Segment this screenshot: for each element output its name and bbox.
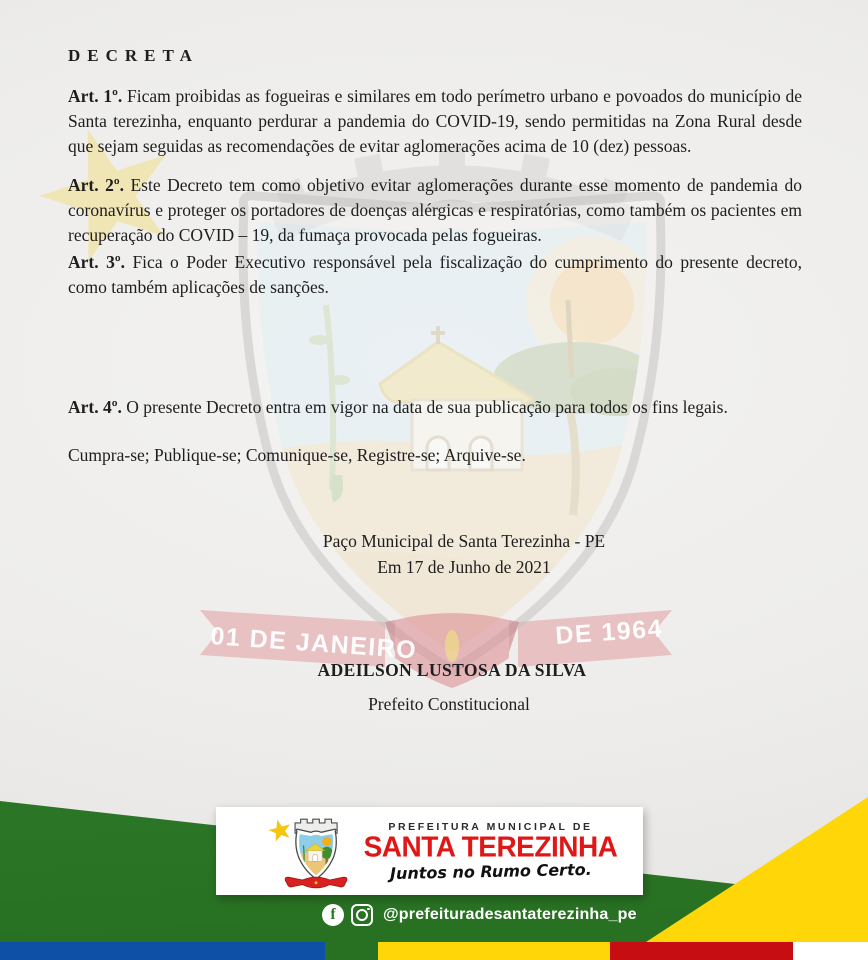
article-1 (68, 84, 802, 159)
ribbon-right-text: DE 1964 (554, 614, 664, 650)
article-3-text: Fica o Poder Executivo responsável pela fiscalização do cumprimento do presente decreto, como também aplicações de sanções. (68, 252, 803, 297)
org-name: SANTA TEREZINHA (363, 830, 618, 863)
article-4-text: O presente Decreto entra em vigor na data de sua publicação para todos os fins legais. (126, 397, 728, 417)
article-4-label: Art. 4º. (68, 397, 122, 417)
closing-formula: Cumpra-se; Publique-se; Comunique-se, Registre-se; Arquive-se. (68, 445, 526, 465)
footer-strip-blue (0, 942, 325, 960)
article-2 (68, 173, 802, 248)
date-line: Em 17 de Junho de 2021 (377, 557, 551, 577)
article-1-text: Ficam proibidas as fogueiras e similares em todo perímetro urbano e povoados do município de Santa terezinha, enquanto perdurar a pandemia do COVID-19, sendo permitidas na Zona Rural desde que sejam seguidas as recomendações de evitar aglomerações acima de 10 (dez) pessoas. (68, 86, 803, 156)
footer-strip-white (793, 942, 868, 960)
org-slogan: Juntos no Rumo Certo. (389, 859, 592, 883)
coat-of-arms-icon (260, 808, 360, 894)
social-handle[interactable]: @prefeituradesantaterezinha_pe (383, 906, 637, 923)
municipality-logo-card (216, 807, 643, 895)
place-date-block (0, 528, 868, 580)
facebook-icon[interactable]: f (322, 904, 344, 926)
signature-title: Prefeito Constitucional (368, 694, 530, 714)
footer-strip-red (610, 942, 793, 960)
social-row (322, 902, 637, 928)
article-1-label: Art. 1º. (68, 86, 123, 106)
article-3-label: Art. 3º. (68, 252, 125, 272)
ribbon-left-text: 01 DE JANEIRO (209, 622, 419, 665)
instagram-icon[interactable] (351, 904, 373, 926)
article-2-label: Art. 2º. (68, 175, 124, 195)
signature-name: ADEILSON LUSTOSA DA SILVA (317, 660, 587, 680)
instagram-dot (367, 908, 370, 911)
org-superline: PREFEITURA MUNICIPAL DE (388, 821, 593, 834)
article-4 (68, 395, 802, 420)
decree-heading: DECRETA (68, 46, 199, 65)
article-2-text: Este Decreto tem como objetivo evitar aglomerações durante esse momento de pandemia do coronavírus e proteger os portadores de doenças alérgicas e respiratórias, como também os pacientes em recuperação do COVID – 19, da fumaça provocada pelas fogueiras. (68, 175, 803, 245)
place-line: Paço Municipal de Santa Terezinha - PE (322, 531, 606, 551)
article-3 (68, 250, 802, 300)
footer-strip-yellow (378, 942, 610, 960)
instagram-lens (356, 909, 368, 921)
logo-text-block (352, 821, 643, 881)
